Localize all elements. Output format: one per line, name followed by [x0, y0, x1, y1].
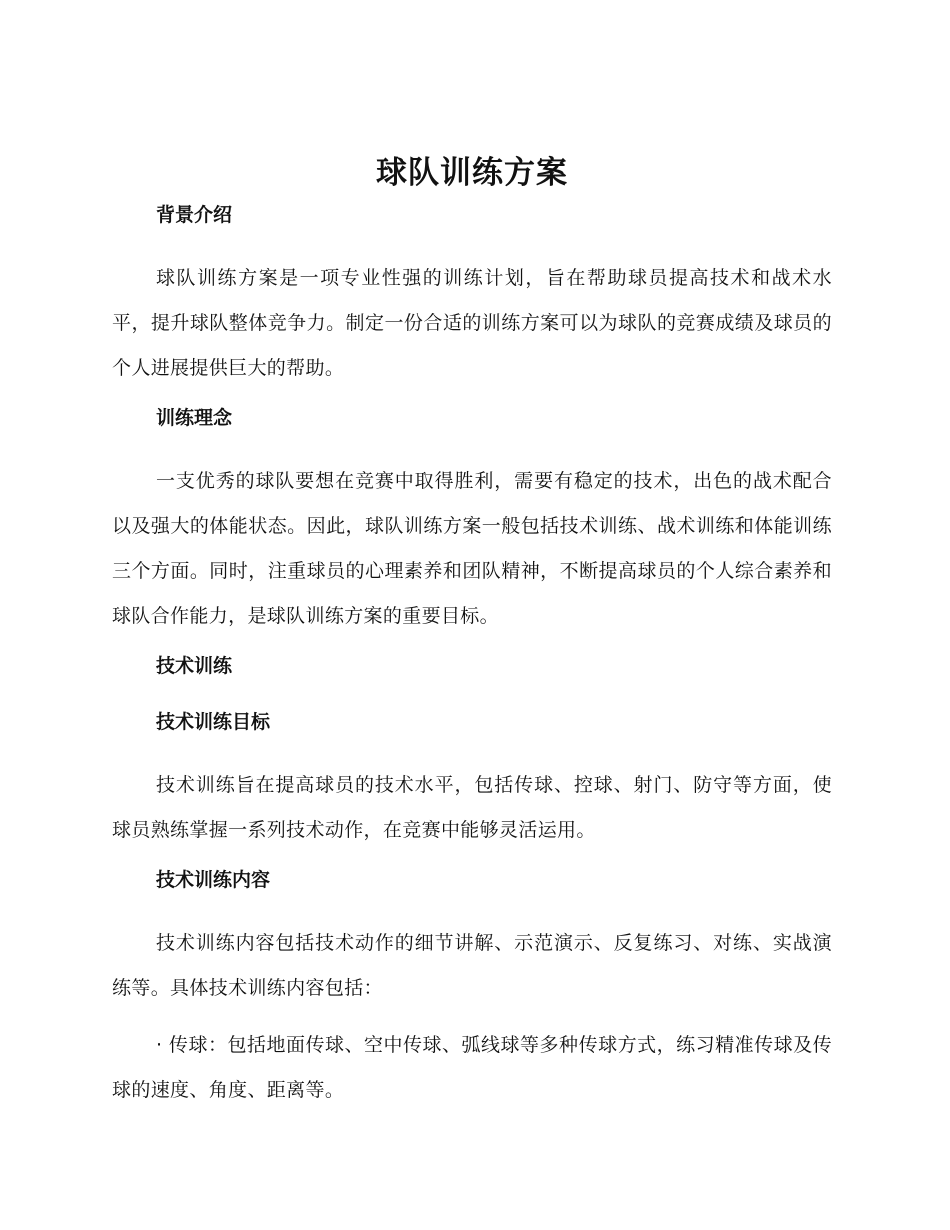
paragraph-philosophy: 一支优秀的球队要想在竞赛中取得胜利，需要有稳定的技术，出色的战术配合以及强大的体能状态。因此，球队训练方案一般包括技术训练、战术训练和体能训练三个方面。同时，注重球员的心理素养和团队精神，不断提高球员的个人综合素养和球队合作能力，是球队训练方案的重要目标。 — [112, 470, 832, 627]
section-heading-technical-goals: 技术训练目标 — [156, 711, 271, 733]
bullet-passing: · 传球：包括地面传球、空中传球、弧线球等多种传球方式，练习精准传球及传球的速度、角度、距离等。 — [112, 1034, 832, 1101]
section-heading-technical-training: 技术训练 — [156, 655, 233, 677]
paragraph-technical-content: 技术训练内容包括技术动作的细节讲解、示范演示、反复练习、对练、实战演练等。具体技术训练内容包括： — [112, 932, 832, 999]
section-heading-technical-content: 技术训练内容 — [156, 869, 271, 891]
section-heading-background: 背景介绍 — [156, 204, 233, 226]
paragraph-technical-goals: 技术训练旨在提高球员的技术水平，包括传球、控球、射门、防守等方面，使球员熟练掌握一系列技术动作，在竞赛中能够灵活运用。 — [112, 774, 832, 841]
section-heading-philosophy: 训练理念 — [156, 407, 233, 429]
document-content — [112, 150, 832, 1125]
document-title: 球队训练方案 — [376, 155, 568, 191]
paragraph-background: 球队训练方案是一项专业性强的训练计划，旨在帮助球员提高技术和战术水平，提升球队整体竞争力。制定一份合适的训练方案可以为球队的竞赛成绩及球员的个人进展提供巨大的帮助。 — [112, 267, 832, 379]
